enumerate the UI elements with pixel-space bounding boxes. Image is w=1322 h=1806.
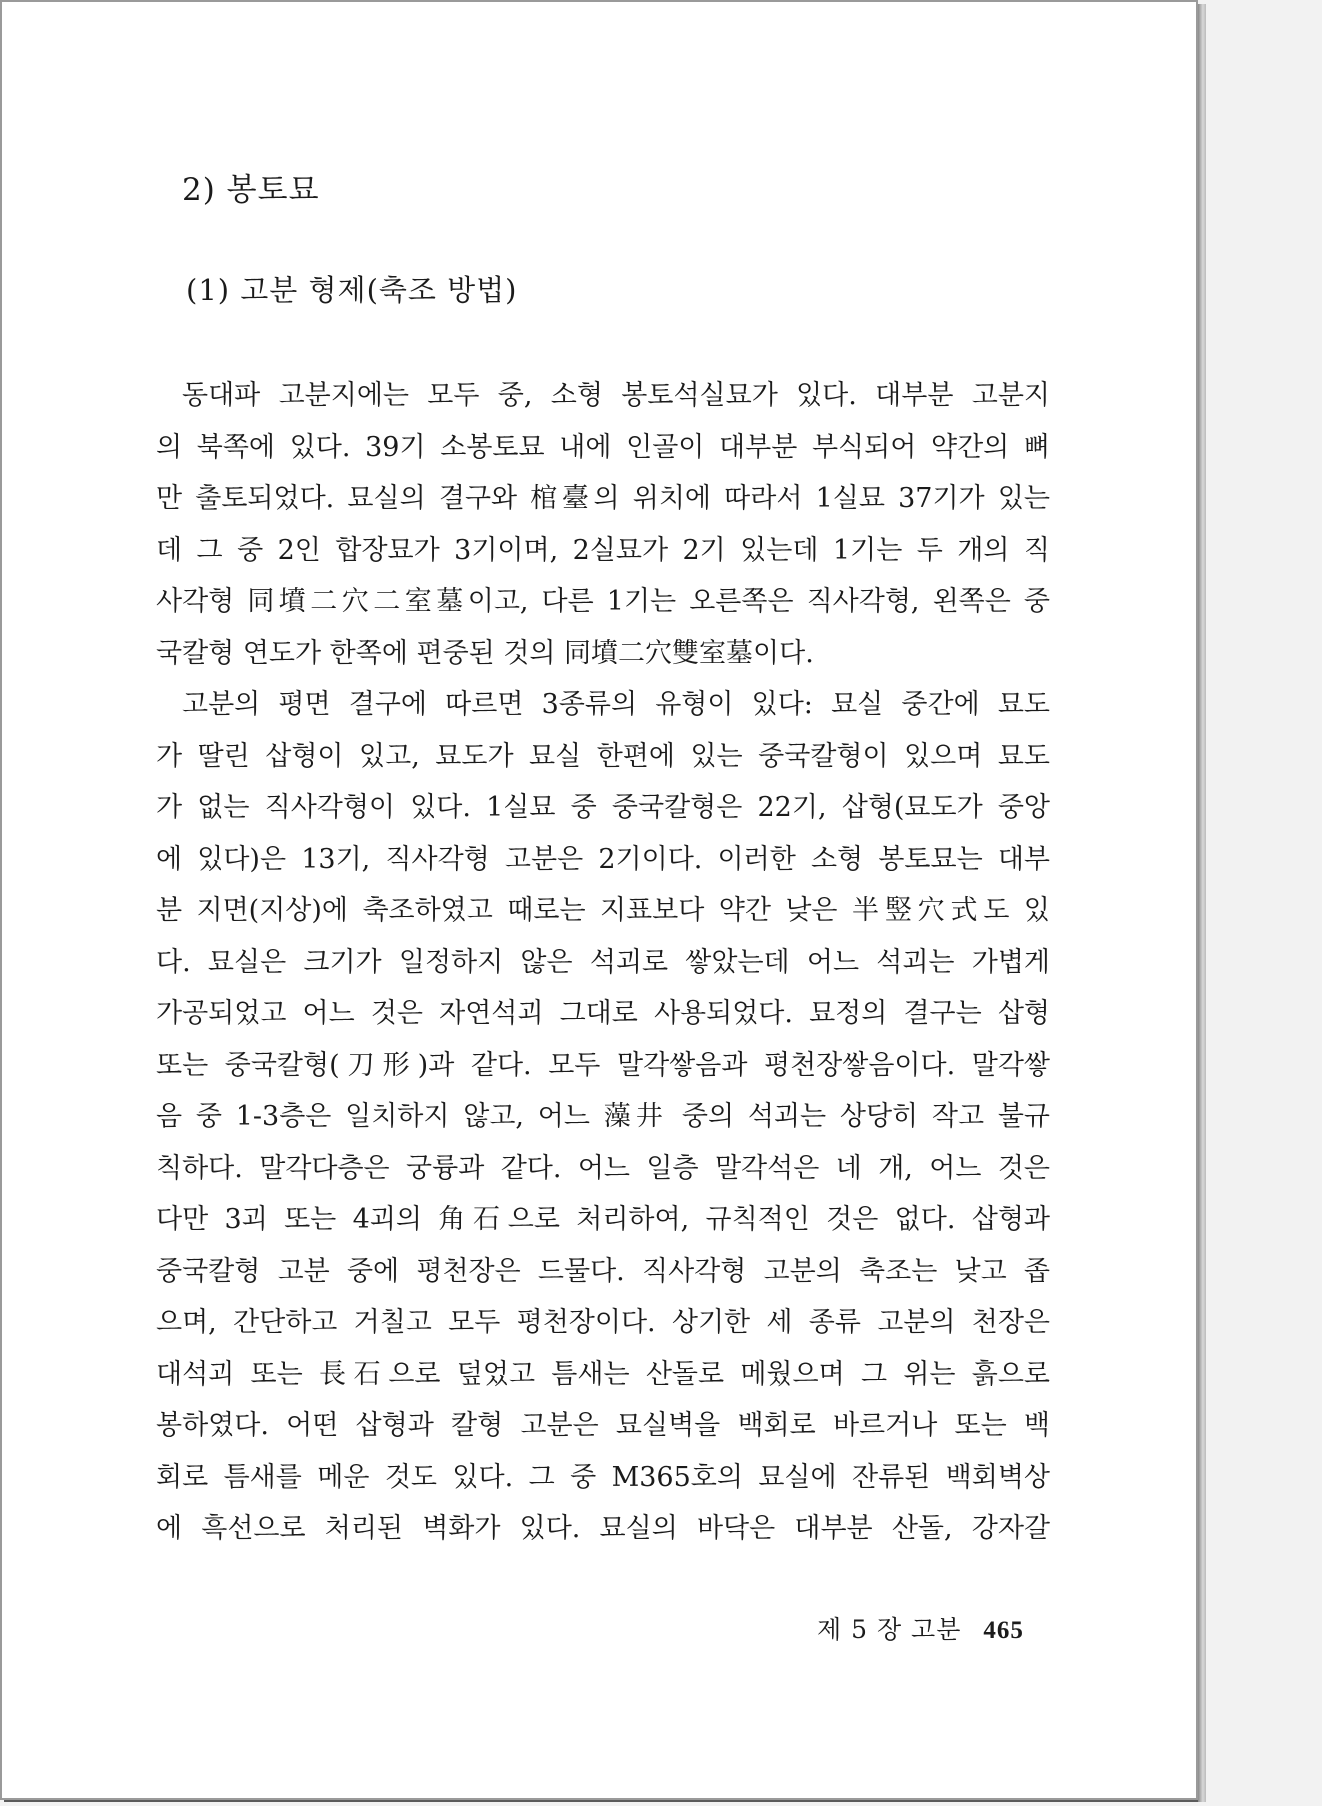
text-line: 대석괴 또는 長石으로 덮었고 틈새는 산돌로 메웠으며 그 위는 흙으로 <box>156 1358 1050 1390</box>
text-line: 동대파 고분지에는 모두 중, 소형 봉토석실묘가 있다. 대부분 고분지 <box>182 380 1050 411</box>
text-line: 칙하다. 말각다층은 궁륭과 같다. 어느 일층 말각석은 네 개, 어느 것은 <box>156 1152 1050 1184</box>
page-edge <box>1198 4 1206 1802</box>
text-line: 에 있다)은 13기, 직사각형 고분은 2기이다. 이러한 소형 봉토묘는 대부 <box>156 843 1050 875</box>
text-line: 으며, 간단하고 거칠고 모두 평천장이다. 상기한 세 종류 고분의 천장은 <box>156 1307 1050 1338</box>
text-line: 회로 틈새를 메운 것도 있다. 그 중 M365호의 묘실에 잔류된 백회벽상 <box>156 1461 1050 1493</box>
text-line: 분 지면(지상)에 축조하였고 때로는 지표보다 약간 낮은 半竪穴式도 있 <box>156 895 1050 926</box>
text-line: 다. 묘실은 크기가 일정하지 않은 석괴로 쌓았는데 어느 석괴는 가볍게 <box>156 946 1050 978</box>
page-footer <box>817 1610 1024 1646</box>
text-line: 중국칼형 고분 중에 평천장은 드물다. 직사각형 고분의 축조는 낮고 좁 <box>156 1255 1050 1287</box>
text-line: 또는 중국칼형(刀形)과 같다. 모두 말각쌓음과 평천장쌓음이다. 말각쌓 <box>156 1049 1050 1081</box>
text-line: 음 중 1-3층은 일치하지 않고, 어느 藻井 중의 석괴는 상당히 작고 불규 <box>156 1101 1050 1132</box>
text-line: 데 그 중 2인 합장묘가 3기이며, 2실묘가 2기 있는데 1기는 두 개의 직 <box>156 534 1050 566</box>
chapter-label: 제 5 장 고분 <box>817 1615 962 1644</box>
text-line: 만 출토되었다. 묘실의 결구와 棺臺의 위치에 따라서 1실묘 37기가 있는 <box>156 483 1050 514</box>
text-line: 가 없는 직사각형이 있다. 1실묘 중 중국칼형은 22기, 삽형(묘도가 중앙 <box>156 792 1050 823</box>
text-line: 국칼형 연도가 한쪽에 편중된 것의 同墳二穴雙室墓이다. <box>156 637 814 669</box>
text-line: 가 딸린 삽형이 있고, 묘도가 묘실 한편에 있는 중국칼형이 있으며 묘도 <box>156 740 1050 772</box>
text-line: 의 북쪽에 있다. 39기 소봉토묘 내에 인골이 대부분 부식되어 약간의 뼈 <box>156 431 1050 463</box>
text-line: 다만 3괴 또는 4괴의 角石으로 처리하여, 규칙적인 것은 없다. 삽형과 <box>156 1204 1050 1235</box>
text-line: 봉하였다. 어떤 삽형과 칼형 고분은 묘실벽을 백회로 바르거나 또는 백 <box>156 1410 1050 1441</box>
subsection-heading: (1) 고분 형제(축조 방법) <box>186 273 518 307</box>
body-text <box>156 370 1050 1555</box>
section-heading: 2) 봉토묘 <box>182 172 320 208</box>
text-line: 에 흑선으로 처리된 벽화가 있다. 묘실의 바닥은 대부분 산돌, 강자갈 <box>156 1513 1050 1544</box>
text-line: 사각형 同墳二穴二室墓이고, 다른 1기는 오른쪽은 직사각형, 왼쪽은 중 <box>156 586 1050 617</box>
text-line: 가공되었고 어느 것은 자연석괴 그대로 사용되었다. 묘정의 결구는 삽형 <box>156 998 1050 1029</box>
page-number: 465 <box>983 1617 1024 1644</box>
text-line: 고분의 평면 결구에 따르면 3종류의 유형이 있다: 묘실 중간에 묘도 <box>182 689 1050 720</box>
